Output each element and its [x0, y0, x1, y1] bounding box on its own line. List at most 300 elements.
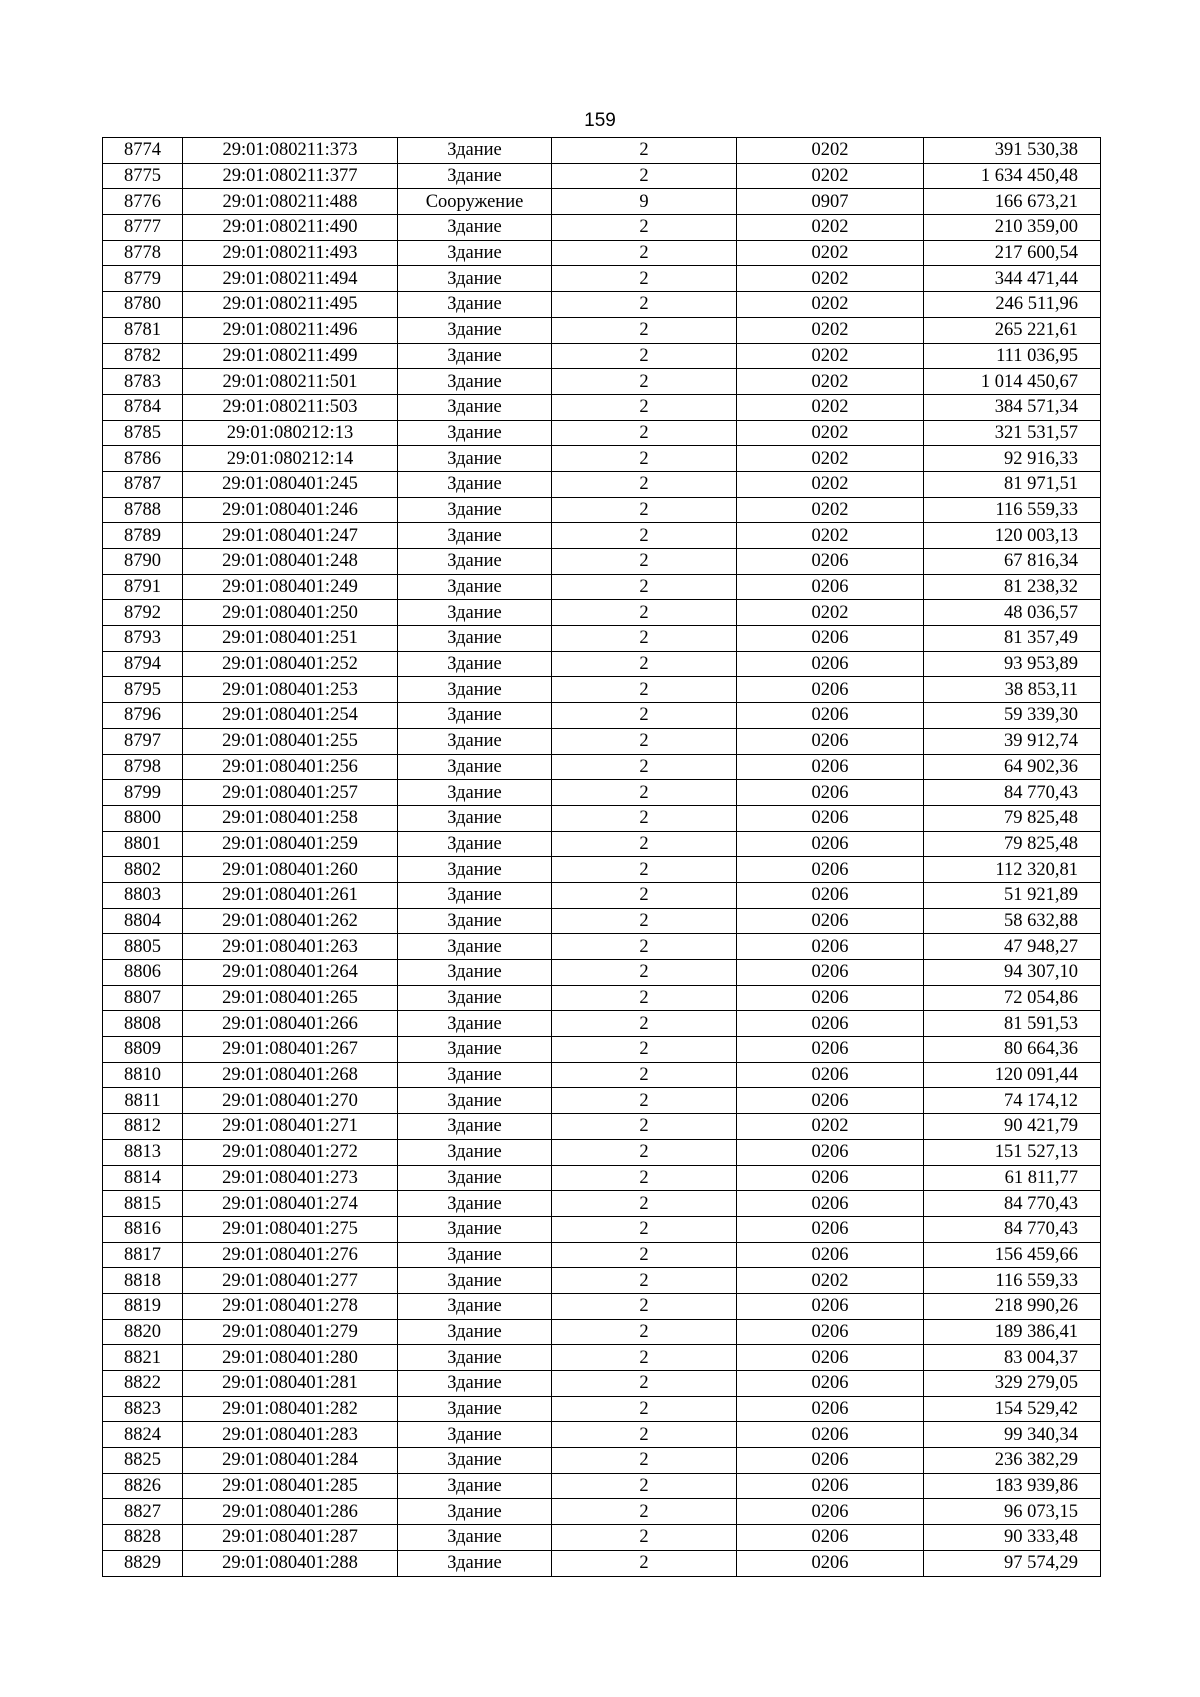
table-row [103, 831, 1101, 857]
group-code-cell: 2 [552, 138, 737, 164]
subgroup-code-cell: 0206 [737, 1191, 924, 1217]
row-number-cell: 8812 [103, 1114, 183, 1140]
group-code-cell: 2 [552, 985, 737, 1011]
object-type-cell: Здание [398, 677, 552, 703]
group-code-cell: 2 [552, 1499, 737, 1525]
cadastral-number-cell: 29:01:080401:280 [183, 1345, 398, 1371]
cadastral-number-cell: 29:01:080211:373 [183, 138, 398, 164]
object-type-cell: Здание [398, 1550, 552, 1576]
group-code-cell: 2 [552, 1550, 737, 1576]
table-row [103, 908, 1101, 934]
object-type-cell: Здание [398, 728, 552, 754]
group-code-cell: 2 [552, 651, 737, 677]
subgroup-code-cell: 0907 [737, 189, 924, 215]
cadastral-value-cell: 246 511,96 [924, 292, 1101, 318]
cadastral-number-cell: 29:01:080401:272 [183, 1139, 398, 1165]
cadastral-number-cell: 29:01:080401:277 [183, 1268, 398, 1294]
group-code-cell: 2 [552, 1139, 737, 1165]
object-type-cell: Здание [398, 805, 552, 831]
cadastral-value-cell: 81 238,32 [924, 574, 1101, 600]
object-type-cell: Здание [398, 497, 552, 523]
cadastral-value-cell: 84 770,43 [924, 1191, 1101, 1217]
object-type-cell: Здание [398, 138, 552, 164]
group-code-cell: 2 [552, 343, 737, 369]
row-number-cell: 8789 [103, 523, 183, 549]
subgroup-code-cell: 0202 [737, 215, 924, 241]
object-type-cell: Здание [398, 651, 552, 677]
cadastral-value-cell: 156 459,66 [924, 1242, 1101, 1268]
cadastral-number-cell: 29:01:080211:493 [183, 240, 398, 266]
subgroup-code-cell: 0206 [737, 1319, 924, 1345]
subgroup-code-cell: 0202 [737, 369, 924, 395]
cadastral-value-cell: 217 600,54 [924, 240, 1101, 266]
table-row [103, 549, 1101, 575]
cadastral-number-cell: 29:01:080401:245 [183, 471, 398, 497]
cadastral-number-cell: 29:01:080401:259 [183, 831, 398, 857]
cadastral-number-cell: 29:01:080401:267 [183, 1037, 398, 1063]
table-row [103, 343, 1101, 369]
row-number-cell: 8792 [103, 600, 183, 626]
cadastral-value-cell: 80 664,36 [924, 1037, 1101, 1063]
group-code-cell: 2 [552, 1448, 737, 1474]
object-type-cell: Здание [398, 574, 552, 600]
group-code-cell: 2 [552, 908, 737, 934]
cadastral-number-cell: 29:01:080401:248 [183, 549, 398, 575]
subgroup-code-cell: 0206 [737, 882, 924, 908]
cadastral-value-cell: 321 531,57 [924, 420, 1101, 446]
row-number-cell: 8829 [103, 1550, 183, 1576]
object-type-cell: Здание [398, 1525, 552, 1551]
cadastral-value-cell: 74 174,12 [924, 1088, 1101, 1114]
subgroup-code-cell: 0206 [737, 780, 924, 806]
table-row [103, 600, 1101, 626]
cadastral-value-cell: 51 921,89 [924, 882, 1101, 908]
cadastral-number-cell: 29:01:080401:254 [183, 703, 398, 729]
table-row [103, 1216, 1101, 1242]
table-row [103, 1062, 1101, 1088]
row-number-cell: 8801 [103, 831, 183, 857]
row-number-cell: 8823 [103, 1396, 183, 1422]
row-number-cell: 8805 [103, 934, 183, 960]
object-type-cell: Здание [398, 780, 552, 806]
cadastral-number-cell: 29:01:080401:268 [183, 1062, 398, 1088]
row-number-cell: 8819 [103, 1293, 183, 1319]
row-number-cell: 8808 [103, 1011, 183, 1037]
subgroup-code-cell: 0202 [737, 1114, 924, 1140]
subgroup-code-cell: 0202 [737, 138, 924, 164]
subgroup-code-cell: 0206 [737, 1293, 924, 1319]
row-number-cell: 8826 [103, 1473, 183, 1499]
cadastral-value-cell: 96 073,15 [924, 1499, 1101, 1525]
object-type-cell: Здание [398, 1216, 552, 1242]
table-row [103, 857, 1101, 883]
group-code-cell: 2 [552, 857, 737, 883]
cadastral-number-cell: 29:01:080211:488 [183, 189, 398, 215]
row-number-cell: 8828 [103, 1525, 183, 1551]
table-row [103, 985, 1101, 1011]
row-number-cell: 8820 [103, 1319, 183, 1345]
subgroup-code-cell: 0202 [737, 317, 924, 343]
cadastral-number-cell: 29:01:080401:275 [183, 1216, 398, 1242]
group-code-cell: 2 [552, 1525, 737, 1551]
cadastral-number-cell: 29:01:080211:495 [183, 292, 398, 318]
group-code-cell: 2 [552, 266, 737, 292]
row-number-cell: 8815 [103, 1191, 183, 1217]
cadastral-number-cell: 29:01:080401:253 [183, 677, 398, 703]
group-code-cell: 2 [552, 677, 737, 703]
cadastral-value-cell: 97 574,29 [924, 1550, 1101, 1576]
cadastral-value-cell: 48 036,57 [924, 600, 1101, 626]
cadastral-number-cell: 29:01:080401:285 [183, 1473, 398, 1499]
cadastral-value-cell: 81 357,49 [924, 626, 1101, 652]
object-type-cell: Здание [398, 1165, 552, 1191]
table-row [103, 1293, 1101, 1319]
table-row [103, 163, 1101, 189]
cadastral-number-cell: 29:01:080401:258 [183, 805, 398, 831]
group-code-cell: 2 [552, 1242, 737, 1268]
cadastral-value-cell: 38 853,11 [924, 677, 1101, 703]
table-row [103, 1448, 1101, 1474]
cadastral-value-cell: 210 359,00 [924, 215, 1101, 241]
cadastral-number-cell: 29:01:080401:246 [183, 497, 398, 523]
subgroup-code-cell: 0206 [737, 1088, 924, 1114]
table-row [103, 1396, 1101, 1422]
object-type-cell: Здание [398, 240, 552, 266]
object-type-cell: Здание [398, 549, 552, 575]
table-row [103, 677, 1101, 703]
table-row [103, 420, 1101, 446]
table-row [103, 651, 1101, 677]
table-row [103, 1165, 1101, 1191]
row-number-cell: 8777 [103, 215, 183, 241]
row-number-cell: 8822 [103, 1371, 183, 1397]
cadastral-number-cell: 29:01:080401:279 [183, 1319, 398, 1345]
object-type-cell: Здание [398, 908, 552, 934]
row-number-cell: 8821 [103, 1345, 183, 1371]
group-code-cell: 2 [552, 1191, 737, 1217]
group-code-cell: 2 [552, 420, 737, 446]
row-number-cell: 8783 [103, 369, 183, 395]
cadastral-number-cell: 29:01:080401:278 [183, 1293, 398, 1319]
object-type-cell: Здание [398, 1062, 552, 1088]
table-row [103, 703, 1101, 729]
cadastral-number-cell: 29:01:080401:266 [183, 1011, 398, 1037]
group-code-cell: 2 [552, 1293, 737, 1319]
subgroup-code-cell: 0202 [737, 1268, 924, 1294]
cadastral-value-cell: 1 014 450,67 [924, 369, 1101, 395]
group-code-cell: 2 [552, 446, 737, 472]
cadastral-number-cell: 29:01:080401:286 [183, 1499, 398, 1525]
subgroup-code-cell: 0206 [737, 549, 924, 575]
cadastral-value-cell: 79 825,48 [924, 831, 1101, 857]
subgroup-code-cell: 0206 [737, 805, 924, 831]
cadastral-number-cell: 29:01:080401:250 [183, 600, 398, 626]
registry-table-body [103, 138, 1101, 1577]
cadastral-value-cell: 59 339,30 [924, 703, 1101, 729]
group-code-cell: 2 [552, 292, 737, 318]
table-row [103, 1191, 1101, 1217]
group-code-cell: 2 [552, 523, 737, 549]
cadastral-number-cell: 29:01:080211:490 [183, 215, 398, 241]
cadastral-number-cell: 29:01:080401:273 [183, 1165, 398, 1191]
table-row [103, 189, 1101, 215]
cadastral-value-cell: 79 825,48 [924, 805, 1101, 831]
object-type-cell: Здание [398, 292, 552, 318]
group-code-cell: 2 [552, 317, 737, 343]
row-number-cell: 8811 [103, 1088, 183, 1114]
group-code-cell: 2 [552, 1114, 737, 1140]
cadastral-value-cell: 64 902,36 [924, 754, 1101, 780]
subgroup-code-cell: 0206 [737, 1242, 924, 1268]
row-number-cell: 8825 [103, 1448, 183, 1474]
table-row [103, 394, 1101, 420]
cadastral-number-cell: 29:01:080212:13 [183, 420, 398, 446]
table-row [103, 1371, 1101, 1397]
row-number-cell: 8782 [103, 343, 183, 369]
group-code-cell: 2 [552, 163, 737, 189]
row-number-cell: 8780 [103, 292, 183, 318]
subgroup-code-cell: 0202 [737, 394, 924, 420]
cadastral-number-cell: 29:01:080401:256 [183, 754, 398, 780]
cadastral-value-cell: 39 912,74 [924, 728, 1101, 754]
table-row [103, 266, 1101, 292]
subgroup-code-cell: 0202 [737, 343, 924, 369]
cadastral-number-cell: 29:01:080401:288 [183, 1550, 398, 1576]
subgroup-code-cell: 0206 [737, 1345, 924, 1371]
cadastral-number-cell: 29:01:080401:264 [183, 960, 398, 986]
object-type-cell: Здание [398, 369, 552, 395]
table-row [103, 1499, 1101, 1525]
group-code-cell: 2 [552, 1216, 737, 1242]
row-number-cell: 8781 [103, 317, 183, 343]
cadastral-value-cell: 72 054,86 [924, 985, 1101, 1011]
cadastral-value-cell: 90 421,79 [924, 1114, 1101, 1140]
table-row [103, 1268, 1101, 1294]
cadastral-value-cell: 84 770,43 [924, 1216, 1101, 1242]
group-code-cell: 2 [552, 1011, 737, 1037]
object-type-cell: Здание [398, 1191, 552, 1217]
row-number-cell: 8788 [103, 497, 183, 523]
cadastral-value-cell: 81 591,53 [924, 1011, 1101, 1037]
object-type-cell: Здание [398, 215, 552, 241]
group-code-cell: 2 [552, 497, 737, 523]
row-number-cell: 8798 [103, 754, 183, 780]
table-row [103, 626, 1101, 652]
row-number-cell: 8784 [103, 394, 183, 420]
row-number-cell: 8790 [103, 549, 183, 575]
cadastral-value-cell: 120 003,13 [924, 523, 1101, 549]
object-type-cell: Здание [398, 317, 552, 343]
cadastral-value-cell: 1 634 450,48 [924, 163, 1101, 189]
cadastral-value-cell: 84 770,43 [924, 780, 1101, 806]
cadastral-number-cell: 29:01:080211:377 [183, 163, 398, 189]
table-row [103, 292, 1101, 318]
group-code-cell: 2 [552, 960, 737, 986]
row-number-cell: 8802 [103, 857, 183, 883]
subgroup-code-cell: 0202 [737, 292, 924, 318]
row-number-cell: 8791 [103, 574, 183, 600]
table-row [103, 1473, 1101, 1499]
cadastral-number-cell: 29:01:080401:252 [183, 651, 398, 677]
row-number-cell: 8809 [103, 1037, 183, 1063]
group-code-cell: 2 [552, 1037, 737, 1063]
object-type-cell: Здание [398, 1242, 552, 1268]
group-code-cell: 2 [552, 882, 737, 908]
table-row [103, 754, 1101, 780]
subgroup-code-cell: 0206 [737, 1550, 924, 1576]
cadastral-value-cell: 151 527,13 [924, 1139, 1101, 1165]
group-code-cell: 2 [552, 831, 737, 857]
object-type-cell: Здание [398, 960, 552, 986]
cadastral-number-cell: 29:01:080401:265 [183, 985, 398, 1011]
table-row [103, 1139, 1101, 1165]
row-number-cell: 8807 [103, 985, 183, 1011]
cadastral-number-cell: 29:01:080401:282 [183, 1396, 398, 1422]
table-row [103, 780, 1101, 806]
object-type-cell: Здание [398, 1345, 552, 1371]
row-number-cell: 8797 [103, 728, 183, 754]
cadastral-number-cell: 29:01:080401:263 [183, 934, 398, 960]
object-type-cell: Здание [398, 934, 552, 960]
row-number-cell: 8806 [103, 960, 183, 986]
cadastral-number-cell: 29:01:080401:284 [183, 1448, 398, 1474]
table-row [103, 1422, 1101, 1448]
cadastral-number-cell: 29:01:080401:270 [183, 1088, 398, 1114]
cadastral-number-cell: 29:01:080401:251 [183, 626, 398, 652]
subgroup-code-cell: 0206 [737, 1396, 924, 1422]
group-code-cell: 2 [552, 369, 737, 395]
object-type-cell: Здание [398, 471, 552, 497]
cadastral-number-cell: 29:01:080401:276 [183, 1242, 398, 1268]
group-code-cell: 2 [552, 1268, 737, 1294]
table-row [103, 1037, 1101, 1063]
object-type-cell: Здание [398, 394, 552, 420]
table-row [103, 215, 1101, 241]
object-type-cell: Здание [398, 1499, 552, 1525]
subgroup-code-cell: 0202 [737, 497, 924, 523]
cadastral-value-cell: 90 333,48 [924, 1525, 1101, 1551]
row-number-cell: 8817 [103, 1242, 183, 1268]
subgroup-code-cell: 0202 [737, 446, 924, 472]
subgroup-code-cell: 0206 [737, 651, 924, 677]
cadastral-value-cell: 189 386,41 [924, 1319, 1101, 1345]
group-code-cell: 2 [552, 805, 737, 831]
cadastral-number-cell: 29:01:080401:287 [183, 1525, 398, 1551]
row-number-cell: 8804 [103, 908, 183, 934]
object-type-cell: Здание [398, 343, 552, 369]
group-code-cell: 2 [552, 1088, 737, 1114]
group-code-cell: 2 [552, 600, 737, 626]
subgroup-code-cell: 0206 [737, 960, 924, 986]
group-code-cell: 2 [552, 1396, 737, 1422]
object-type-cell: Здание [398, 831, 552, 857]
row-number-cell: 8818 [103, 1268, 183, 1294]
table-row [103, 369, 1101, 395]
cadastral-value-cell: 265 221,61 [924, 317, 1101, 343]
subgroup-code-cell: 0202 [737, 600, 924, 626]
object-type-cell: Здание [398, 1371, 552, 1397]
cadastral-number-cell: 29:01:080401:281 [183, 1371, 398, 1397]
subgroup-code-cell: 0202 [737, 240, 924, 266]
cadastral-value-cell: 93 953,89 [924, 651, 1101, 677]
subgroup-code-cell: 0202 [737, 471, 924, 497]
row-number-cell: 8803 [103, 882, 183, 908]
object-type-cell: Здание [398, 985, 552, 1011]
row-number-cell: 8779 [103, 266, 183, 292]
subgroup-code-cell: 0202 [737, 523, 924, 549]
subgroup-code-cell: 0206 [737, 1011, 924, 1037]
object-type-cell: Здание [398, 754, 552, 780]
group-code-cell: 2 [552, 1165, 737, 1191]
table-row [103, 497, 1101, 523]
row-number-cell: 8816 [103, 1216, 183, 1242]
row-number-cell: 8800 [103, 805, 183, 831]
cadastral-value-cell: 111 036,95 [924, 343, 1101, 369]
table-row [103, 1345, 1101, 1371]
subgroup-code-cell: 0206 [737, 703, 924, 729]
subgroup-code-cell: 0206 [737, 728, 924, 754]
object-type-cell: Здание [398, 523, 552, 549]
subgroup-code-cell: 0206 [737, 1062, 924, 1088]
group-code-cell: 2 [552, 471, 737, 497]
row-number-cell: 8785 [103, 420, 183, 446]
cadastral-value-cell: 183 939,86 [924, 1473, 1101, 1499]
cadastral-value-cell: 384 571,34 [924, 394, 1101, 420]
cadastral-number-cell: 29:01:080401:247 [183, 523, 398, 549]
group-code-cell: 2 [552, 1062, 737, 1088]
table-row [103, 574, 1101, 600]
table-row [103, 1011, 1101, 1037]
subgroup-code-cell: 0206 [737, 754, 924, 780]
row-number-cell: 8787 [103, 471, 183, 497]
object-type-cell: Здание [398, 266, 552, 292]
object-type-cell: Здание [398, 1319, 552, 1345]
subgroup-code-cell: 0202 [737, 163, 924, 189]
row-number-cell: 8778 [103, 240, 183, 266]
object-type-cell: Здание [398, 446, 552, 472]
table-row [103, 728, 1101, 754]
group-code-cell: 2 [552, 780, 737, 806]
subgroup-code-cell: 0206 [737, 1473, 924, 1499]
object-type-cell: Здание [398, 420, 552, 446]
group-code-cell: 2 [552, 728, 737, 754]
object-type-cell: Здание [398, 1422, 552, 1448]
object-type-cell: Здание [398, 1139, 552, 1165]
subgroup-code-cell: 0206 [737, 574, 924, 600]
row-number-cell: 8776 [103, 189, 183, 215]
cadastral-value-cell: 94 307,10 [924, 960, 1101, 986]
cadastral-number-cell: 29:01:080401:261 [183, 882, 398, 908]
cadastral-value-cell: 67 816,34 [924, 549, 1101, 575]
group-code-cell: 2 [552, 1345, 737, 1371]
object-type-cell: Здание [398, 600, 552, 626]
cadastral-value-cell: 83 004,37 [924, 1345, 1101, 1371]
cadastral-number-cell: 29:01:080211:494 [183, 266, 398, 292]
subgroup-code-cell: 0206 [737, 1422, 924, 1448]
row-number-cell: 8814 [103, 1165, 183, 1191]
table-row [103, 1550, 1101, 1576]
group-code-cell: 2 [552, 549, 737, 575]
object-type-cell: Здание [398, 626, 552, 652]
row-number-cell: 8794 [103, 651, 183, 677]
table-row [103, 240, 1101, 266]
subgroup-code-cell: 0206 [737, 857, 924, 883]
row-number-cell: 8827 [103, 1499, 183, 1525]
table-row [103, 882, 1101, 908]
subgroup-code-cell: 0206 [737, 1165, 924, 1191]
subgroup-code-cell: 0206 [737, 1525, 924, 1551]
object-type-cell: Здание [398, 1114, 552, 1140]
